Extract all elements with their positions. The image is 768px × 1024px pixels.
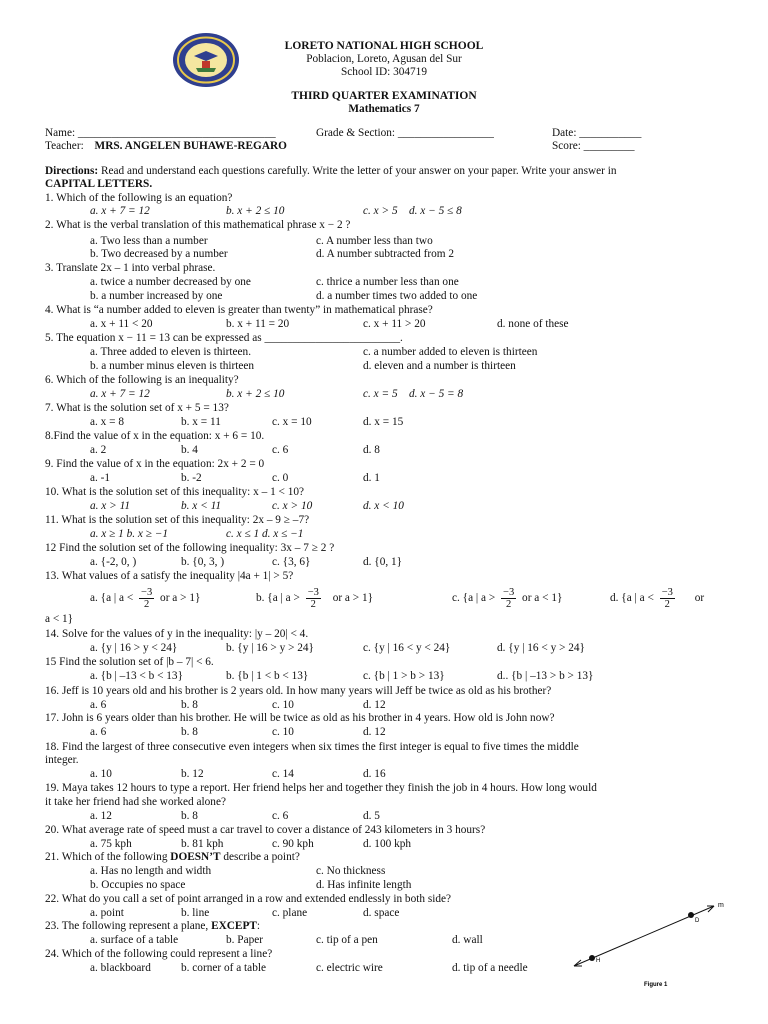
q13-b-text: b. {a | a > xyxy=(256,592,300,604)
exam-line: a < 1} xyxy=(45,613,74,625)
fraction-denominator: 2 xyxy=(506,598,512,610)
exam-line: b. x + 11 = 20 xyxy=(226,318,290,330)
exam-line: c. {b | 1 > b > 13} xyxy=(363,670,445,682)
exam-line: d. x = 15 xyxy=(363,416,404,428)
q13-a-text: a. {a | a < xyxy=(90,592,134,604)
exam-line: 11. What is the solution set of this inequality: 2x – 9 ≥ –7? xyxy=(45,514,310,526)
exam-line: a. Two less than a number xyxy=(90,235,208,247)
exam-line: c. 90 kph xyxy=(272,838,314,850)
exam-line: b. 8 xyxy=(181,699,198,711)
exam-line: a. 75 kph xyxy=(90,838,132,850)
exam-line: 19. Maya takes 12 hours to type a report. Her friend helps her and together they finish the job in 4 hours. How long would xyxy=(45,782,597,794)
q13-c-tail: or a < 1} xyxy=(522,592,563,604)
teacher-row xyxy=(45,140,287,153)
exam-line: b. x = 11 xyxy=(181,416,221,428)
exam-line: d. x < 10 xyxy=(363,500,404,512)
grade-section-field: Grade & Section: _________________ xyxy=(316,127,494,139)
exam-line: c. 14 xyxy=(272,768,294,780)
exam-line: 13. What values of a satisfy the inequality |4a + 1| > 5? xyxy=(45,570,294,582)
exam-line: b. x < 11 xyxy=(181,500,222,512)
exam-line: 15 Find the solution set of |b – 7| < 6. xyxy=(45,656,214,668)
q21-emphasis: DOESN’T xyxy=(170,851,221,863)
name-field: Name: ___________________________________ xyxy=(45,127,276,139)
exam-line: 16. Jeff is 10 years old and his brother is 2 years old. In how many years will Jeff be twice as old as his brother? xyxy=(45,685,552,697)
date-field: Date: ___________ xyxy=(552,127,642,139)
school-id: School ID: 304719 xyxy=(341,66,427,78)
exam-line: d.. {b | –13 > b > 13} xyxy=(497,670,594,682)
exam-line: d. Has infinite length xyxy=(316,879,412,891)
exam-line: b. {b | 1 < b < 13} xyxy=(226,670,309,682)
exam-line: a. x + 11 < 20 xyxy=(90,318,153,330)
school-name: LORETO NATIONAL HIGH SCHOOL xyxy=(284,40,484,52)
exam-line: b. 8 xyxy=(181,726,198,738)
fraction-numerator: −3 xyxy=(503,586,515,598)
exam-line: b. 81 kph xyxy=(181,838,224,850)
exam-line: a. blackboard xyxy=(90,962,151,974)
exam-line: a. point xyxy=(90,907,124,919)
exam-line: 17. John is 6 years older than his brother. He will be twice as old as his brother in 4 years. How old is John now? xyxy=(45,712,555,724)
score-field: Score: _________ xyxy=(552,140,635,152)
exam-line: a. Has no length and width xyxy=(90,865,212,877)
exam-line: b. Two decreased by a number xyxy=(90,248,228,260)
exam-line: b. a number minus eleven is thirteen xyxy=(90,360,255,372)
exam-line: b. Occupies no space xyxy=(90,879,186,891)
exam-line: c. 10 xyxy=(272,699,294,711)
exam-subject: Mathematics 7 xyxy=(348,103,420,115)
exam-line: c. 6 xyxy=(272,810,289,822)
exam-line: a. x + 7 = 12 xyxy=(90,205,150,217)
exam-line: 9. Find the value of x in the equation: 2x + 2 = 0 xyxy=(45,458,265,470)
directions xyxy=(45,165,617,178)
exam-line: b. x + 2 ≤ 10 xyxy=(226,205,285,217)
exam-line: a. 12 xyxy=(90,810,112,822)
exam-line: d. none of these xyxy=(497,318,569,330)
exam-line: b. 12 xyxy=(181,768,204,780)
exam-line: b. 8 xyxy=(181,810,198,822)
exam-line: b. {0, 3, ) xyxy=(181,556,225,568)
question-23 xyxy=(45,920,260,933)
exam-line: 20. What average rate of speed must a car travel to cover a distance of 243 kilometers in 3 hours? xyxy=(45,824,486,836)
q13-c-text: c. {a | a > xyxy=(452,592,496,604)
exam-line: d. {0, 1} xyxy=(363,556,403,568)
exam-line: d. wall xyxy=(452,934,483,946)
exam-line: c. tip of a pen xyxy=(316,934,378,946)
exam-line: a. -1 xyxy=(90,472,111,484)
exam-line: integer. xyxy=(45,754,79,766)
school-address: Poblacion, Loreto, Agusan del Sur xyxy=(306,53,462,65)
exam-line: 14. Solve for the values of y in the inequality: |y – 20| < 4. xyxy=(45,628,309,640)
directions-text: Read and understand each questions carefully. Write the letter of your answer on your paper. Write your answer in xyxy=(98,165,617,177)
q23-text: 23. The following represent a plane, xyxy=(45,920,212,932)
exam-line: a. twice a number decreased by one xyxy=(90,276,251,288)
q23-emphasis: EXCEPT xyxy=(211,920,257,932)
exam-line: 2. What is the verbal translation of this mathematical phrase x − 2 ? xyxy=(45,219,351,231)
exam-line: b. x + 2 ≤ 10 xyxy=(226,388,285,400)
directions-label: Directions: xyxy=(45,165,99,177)
exam-line: b. corner of a table xyxy=(181,962,266,974)
exam-line: c. 0 xyxy=(272,472,289,484)
exam-line: 7. What is the solution set of x + 5 = 13? xyxy=(45,402,229,414)
q13-choice-d xyxy=(610,586,704,610)
exam-line: a. x ≥ 1 b. x ≥ −1 xyxy=(90,528,169,540)
exam-line: c. A number less than two xyxy=(316,235,433,247)
label-h: H xyxy=(596,958,601,964)
q13-choice-b xyxy=(256,586,373,610)
exam-line: a. {-2, 0, ) xyxy=(90,556,137,568)
point-d xyxy=(688,912,694,918)
exam-line: 12 Find the solution set of the following inequality: 3x – 7 ≥ 2 ? xyxy=(45,542,335,554)
exam-line: c. thrice a number less than one xyxy=(316,276,459,288)
q13-choice-c xyxy=(452,586,562,610)
exam-line: 6. Which of the following is an inequality? xyxy=(45,374,239,386)
exam-line: 10. What is the solution set of this inequality: x – 1 < 10? xyxy=(45,486,305,498)
q13-d-tail: or xyxy=(694,592,705,604)
exam-line: a. 2 xyxy=(90,444,107,456)
fraction-numerator: −3 xyxy=(141,586,153,598)
fraction-denominator: 2 xyxy=(144,598,150,610)
exam-line: a. 10 xyxy=(90,768,112,780)
point-h xyxy=(589,955,595,961)
exam-line: c. {y | 16 < y < 24} xyxy=(363,642,451,654)
exam-line: a. x + 7 = 12 xyxy=(90,388,150,400)
exam-line: b. Paper xyxy=(226,934,264,946)
teacher-label: Teacher: xyxy=(45,140,84,152)
exam-line: c. 6 xyxy=(272,444,289,456)
exam-line: b. 4 xyxy=(181,444,198,456)
exam-line: d. a number times two added to one xyxy=(316,290,478,302)
exam-line: d. x − 5 ≤ 8 xyxy=(409,205,462,217)
exam-line: a. {y | 16 > y < 24} xyxy=(90,642,178,654)
fraction xyxy=(501,587,516,610)
exam-line: 18. Find the largest of three consecutive even integers when six times the first integer is equal to five times the middle xyxy=(45,741,579,753)
fraction-denominator: 2 xyxy=(664,598,670,610)
q13-b-tail: or a > 1} xyxy=(332,592,374,604)
q13-d-text: d. {a | a < xyxy=(610,592,654,604)
figure-caption: Figure 1 xyxy=(644,982,668,988)
question-21 xyxy=(45,851,300,864)
exam-line: b. -2 xyxy=(181,472,202,484)
exam-line: c. x + 11 > 20 xyxy=(363,318,426,330)
exam-line: c. x > 10 xyxy=(272,500,313,512)
exam-line: d. {y | 16 < y > 24} xyxy=(497,642,585,654)
fraction-numerator: −3 xyxy=(307,586,319,598)
exam-line: d. eleven and a number is thirteen xyxy=(363,360,516,372)
fraction-numerator: −3 xyxy=(661,586,673,598)
q13-choice-a xyxy=(90,586,200,610)
exam-line: c. x ≤ 1 d. x ≤ −1 xyxy=(226,528,304,540)
exam-title: THIRD QUARTER EXAMINATION xyxy=(291,90,477,102)
exam-line: a. 6 xyxy=(90,699,107,711)
q21-tail: describe a point? xyxy=(220,851,300,863)
exam-line: 22. What do you call a set of point arranged in a row and extended endlessly in both side? xyxy=(45,893,452,905)
exam-line: a. {b | –13 < b < 13} xyxy=(90,670,183,682)
exam-line: c. x = 10 xyxy=(272,416,312,428)
exam-line: d. 5 xyxy=(363,810,380,822)
exam-line: d. A number subtracted from 2 xyxy=(316,248,455,260)
exam-line: c. x > 5 xyxy=(363,205,398,217)
exam-line: a. surface of a table xyxy=(90,934,179,946)
fraction xyxy=(306,587,321,610)
exam-line: d. x − 5 = 8 xyxy=(409,388,464,400)
exam-line: d. 16 xyxy=(363,768,386,780)
exam-line: 5. The equation x − 11 = 13 can be expressed as ________________________. xyxy=(45,332,403,344)
label-m: m xyxy=(718,902,724,909)
exam-line: 24. Which of the following could represent a line? xyxy=(45,948,273,960)
directions-caps: CAPITAL LETTERS. xyxy=(45,178,153,190)
exam-line: d. 1 xyxy=(363,472,380,484)
exam-line: 3. Translate 2x – 1 into verbal phrase. xyxy=(45,262,216,274)
exam-line: 1. Which of the following is an equation? xyxy=(45,192,233,204)
exam-line: b. a number increased by one xyxy=(90,290,223,302)
exam-line: d. 12 xyxy=(363,699,386,711)
exam-line: d. space xyxy=(363,907,400,919)
exam-line: 8.Find the value of x in the equation: x + 6 = 10. xyxy=(45,430,265,442)
exam-line: d. 12 xyxy=(363,726,386,738)
exam-line: c. 10 xyxy=(272,726,294,738)
exam-line: d. 100 kph xyxy=(363,838,412,850)
exam-line: c. a number added to eleven is thirteen xyxy=(363,346,538,358)
fraction-denominator: 2 xyxy=(310,598,316,610)
exam-line: c. No thickness xyxy=(316,865,386,877)
exam-line: c. {3, 6} xyxy=(272,556,311,568)
figure-line-diagram xyxy=(568,896,740,992)
exam-line: a. x = 8 xyxy=(90,416,124,428)
fraction xyxy=(660,587,675,610)
exam-line: b. line xyxy=(181,907,210,919)
exam-line: a. Three added to eleven is thirteen. xyxy=(90,346,252,358)
exam-line: d. 8 xyxy=(363,444,380,456)
exam-line: a. x > 11 xyxy=(90,500,131,512)
exam-line: b. {y | 16 > y > 24} xyxy=(226,642,314,654)
q13-a-tail: or a > 1} xyxy=(160,592,201,604)
label-d: D xyxy=(695,918,700,924)
exam-line: 4. What is “a number added to eleven is greater than twenty” in mathematical phrase? xyxy=(45,304,433,316)
exam-line: c. electric wire xyxy=(316,962,383,974)
exam-line: a. 6 xyxy=(90,726,107,738)
teacher-name: MRS. ANGELEN BUHAWE-REGARO xyxy=(94,140,287,152)
q23-tail: : xyxy=(256,920,261,932)
exam-line: c. plane xyxy=(272,907,308,919)
exam-line: it take her friend had she worked alone? xyxy=(45,796,226,808)
exam-line: c. x = 5 xyxy=(363,388,398,400)
fraction xyxy=(139,587,154,610)
exam-line: d. tip of a needle xyxy=(452,962,528,974)
q21-text: 21. Which of the following xyxy=(45,851,171,863)
